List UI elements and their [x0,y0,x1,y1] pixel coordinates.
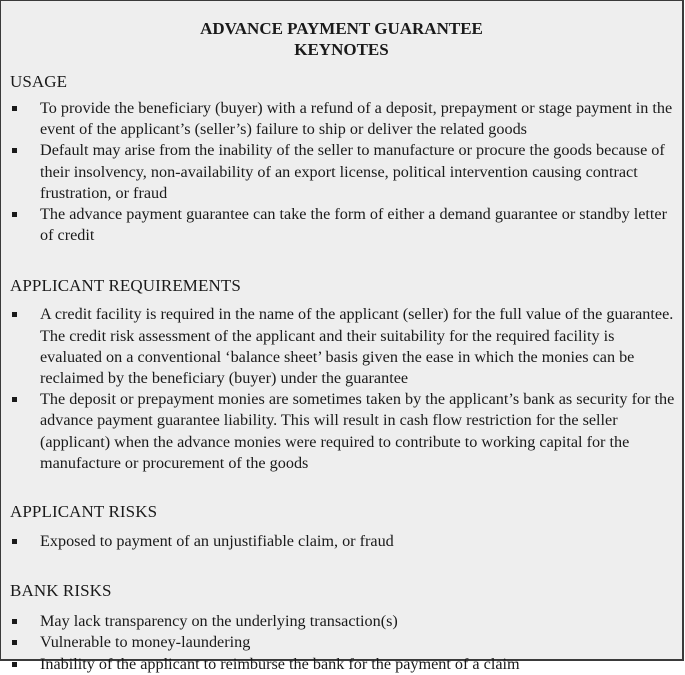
list-item [1,204,682,246]
section-bank-risks [1,581,682,675]
bullet-square-icon [12,397,17,402]
list-item [1,654,682,675]
list-item-text: To provide the beneficiary (buyer) with a refund of a deposit, prepayment or stage payment in the event of the applicant’s (seller’s) failure to ship or deliver the related goods [40,99,673,139]
list-item-text: Default may arise from the inability of the seller to manufacture or procure the goods because of their insolvency, non-availability of an export license, political intervention causing contract frustration, or fraud [40,141,665,202]
list-item-text: May lack transparency on the underlying transaction(s) [40,612,398,631]
list-item [1,531,682,552]
section-applicant-requirements [1,276,682,474]
list-item [1,304,682,389]
list-item-text: The deposit or prepayment monies are sometimes taken by the applicant’s bank as security for the advance payment guarantee liability. This will result in cash flow restriction for the seller (applicant) when the advance monies were required to contribute to working capital for the manufacture or procurement of the goods [40,390,675,472]
section-heading: BANK RISKS [10,581,112,601]
bullet-list [1,531,682,552]
bullet-square-icon [12,148,17,153]
bullet-square-icon [12,640,17,645]
list-item-text: The advance payment guarantee can take the form of either a demand guarantee or standby letter of credit [40,205,667,245]
list-item [1,98,682,140]
bullet-list [1,304,682,474]
bullet-square-icon [12,212,17,217]
title-line-1: ADVANCE PAYMENT GUARANTEE [200,19,483,38]
section-heading: APPLICANT REQUIREMENTS [10,276,241,296]
bullet-square-icon [12,312,17,317]
section-usage [1,72,682,246]
list-item [1,389,682,474]
section-applicant-risks [1,502,682,552]
bullet-list [1,98,682,246]
document-title [1,18,682,60]
section-heading: APPLICANT RISKS [10,502,158,522]
list-item-text: A credit facility is required in the name of the applicant (seller) for the full value of the guarantee. The credit risk assessment of the applicant and their suitability for the required facility is evaluated on a conventional ‘balance sheet’ basis given the ease in which the monies can be reclaimed by the beneficiary (buyer) under the guarantee [40,305,674,388]
bullet-list [1,611,682,675]
list-item [1,632,682,653]
bullet-square-icon [12,619,17,624]
section-heading: USAGE [10,72,68,91]
list-item [1,611,682,632]
bullet-square-icon [12,106,17,111]
list-item [1,140,682,204]
list-item-text: Exposed to payment of an unjustifiable claim, or fraud [40,532,394,551]
list-item-text: Inability of the applicant to reimburse the bank for the payment of a claim [40,654,520,673]
list-item-text: Vulnerable to money-laundering [40,633,251,652]
title-line-2: KEYNOTES [294,40,389,59]
bullet-square-icon [12,662,17,667]
bullet-square-icon [12,539,17,544]
